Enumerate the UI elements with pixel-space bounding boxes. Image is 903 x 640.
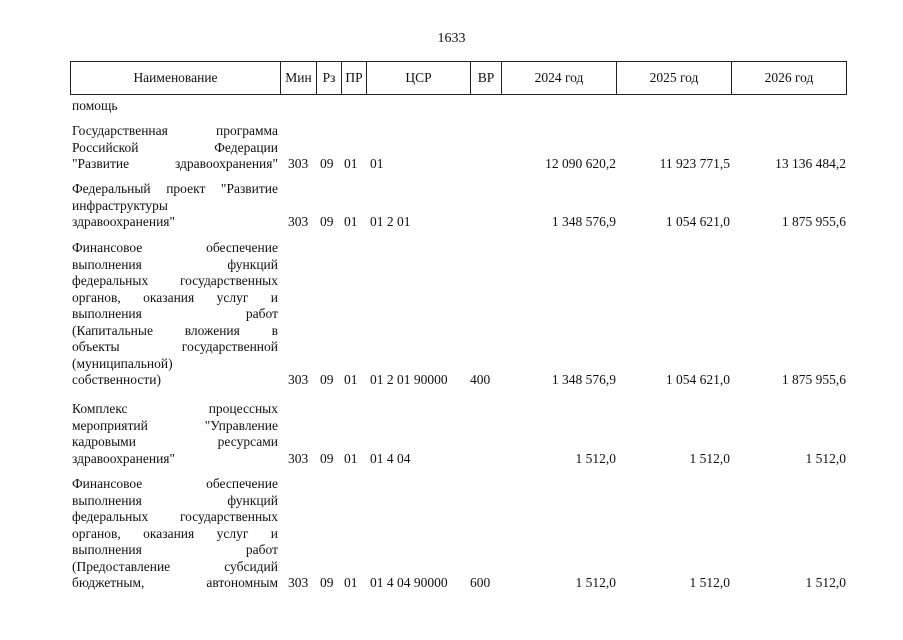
header-min: Мин [281, 61, 317, 95]
row-name-line: объекты государственной [72, 339, 278, 354]
row-name-line: (муниципальной) [72, 355, 173, 371]
row-name-line: Финансовое обеспечение [72, 476, 278, 491]
row-2025: 11 923 771,5 [659, 156, 730, 171]
row-2025: 1 054 621,0 [665, 214, 730, 229]
row-name-line: федеральных государственных [72, 273, 278, 288]
row-2025: 1 512,0 [689, 450, 730, 466]
row-name-line: "Развитие здравоохранения" [72, 156, 278, 171]
header-rz: Рз [317, 61, 342, 95]
row-rz: 09 [320, 156, 334, 171]
row-name-line: выполнения функций [72, 256, 278, 272]
row-name-line: выполнения функций [72, 492, 278, 508]
row-name [72, 476, 278, 592]
row-name-line: Государственная программа [72, 123, 278, 138]
row-name-line: Федеральный проект "Развитие [72, 181, 278, 196]
row-min: 303 [288, 372, 309, 387]
row-2024: 1 512,0 [575, 575, 616, 590]
row-name-line: органов, оказания услуг и [72, 525, 278, 541]
row-pr: 01 [344, 450, 358, 466]
row-name-line: выполнения работ [72, 542, 278, 557]
row-name [72, 240, 278, 389]
row-min: 303 [288, 214, 309, 229]
row-2026: 1 512,0 [805, 575, 846, 590]
row-csr: 01 [370, 156, 384, 171]
row-name-line: собственности) [72, 372, 161, 387]
row-pr: 01 [344, 156, 358, 171]
row-rz: 09 [320, 575, 334, 590]
row-2026: 1 875 955,6 [781, 372, 846, 387]
row-name-line: Финансовое обеспечение [72, 240, 278, 255]
row-csr: 01 2 01 [370, 214, 411, 229]
row-rz: 09 [320, 450, 334, 466]
row-name-line: мероприятий "Управление [72, 417, 278, 433]
row-name [72, 123, 278, 173]
row-pr: 01 [344, 575, 358, 590]
row-pr: 01 [344, 214, 358, 229]
row-min: 303 [288, 575, 309, 590]
header-name: Наименование [70, 61, 281, 95]
row-rz: 09 [320, 214, 334, 229]
row-name-line: инфраструктуры [72, 197, 168, 213]
row-2024: 1 512,0 [575, 450, 616, 466]
row-name-line: здравоохранения" [72, 214, 176, 229]
row-vr: 400 [470, 372, 491, 387]
row-name-line: (Предоставление субсидий [72, 558, 278, 574]
row-min: 303 [288, 156, 309, 171]
row-2025: 1 054 621,0 [665, 372, 730, 387]
row-2026: 1 875 955,6 [781, 214, 846, 229]
carry-over-text: помощь [72, 98, 118, 113]
row-csr: 01 4 04 90000 [370, 575, 448, 590]
row-csr: 01 4 04 [370, 450, 411, 466]
header-2024: 2024 год [502, 61, 617, 95]
row-2024: 1 348 576,9 [551, 214, 616, 229]
header-2025: 2025 год [617, 61, 732, 95]
row-name-line: выполнения работ [72, 306, 278, 321]
row-vr: 600 [470, 575, 491, 590]
row-name-line: Комплекс процессных [72, 401, 278, 416]
table-header [70, 61, 847, 97]
row-2024: 12 090 620,2 [545, 156, 616, 171]
row-2026: 13 136 484,2 [775, 156, 846, 171]
row-name [72, 181, 278, 231]
row-rz: 09 [320, 372, 334, 387]
row-name-line: бюджетным, автономным [72, 575, 278, 590]
row-min: 303 [288, 450, 309, 466]
row-csr: 01 2 01 90000 [370, 372, 448, 387]
page-number: 1633 [437, 31, 466, 46]
row-name-line: здравоохранения" [72, 450, 176, 466]
header-csr: ЦСР [367, 61, 471, 95]
row-2024: 1 348 576,9 [551, 372, 616, 387]
row-name-line: Российской Федерации [72, 139, 278, 155]
row-name [72, 401, 278, 467]
row-name-line: (Капитальные вложения в [72, 322, 278, 338]
row-2025: 1 512,0 [689, 575, 730, 590]
header-vr: ВР [471, 61, 502, 95]
row-2026: 1 512,0 [805, 450, 846, 466]
row-name-line: федеральных государственных [72, 509, 278, 524]
row-name-line: кадровыми ресурсами [72, 434, 278, 449]
row-pr: 01 [344, 372, 358, 387]
header-pr: ПР [342, 61, 367, 95]
header-2026: 2026 год [732, 61, 847, 95]
row-name-line: органов, оказания услуг и [72, 289, 278, 305]
